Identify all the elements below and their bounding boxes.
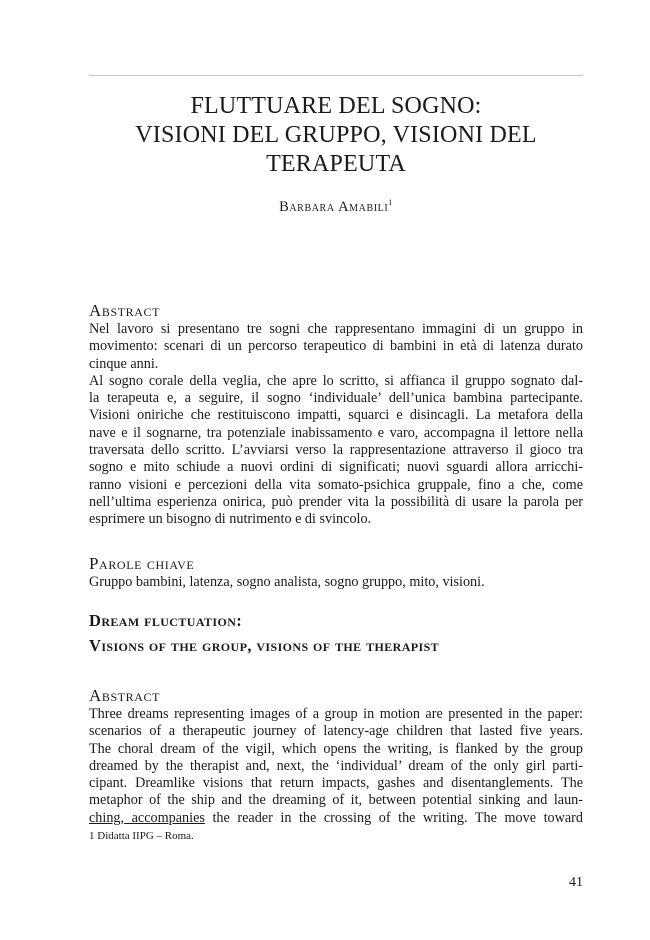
abstract-en-section — [89, 686, 583, 827]
abstract-it-line: sogno e mito schiude a nuovi ordini di significati; nuovi sguardi allora arricchi- — [89, 459, 583, 476]
author-footnote-mark: 1 — [388, 198, 393, 207]
abstract-it-body — [89, 321, 583, 529]
title-line-1: FLUTTUARE DEL SOGNO: — [190, 93, 482, 119]
abstract-it-line: la terapeuta e, a seguire, il sogno ‘individuale’ dell’unica bambina partecipante. — [89, 390, 583, 407]
abstract-en-line: scenarios of a therapeutic journey of latency-age children that lasted five years. — [89, 723, 583, 740]
abstract-it-line: movimento: scenari di un percorso terapeutico di bambini in età di latenza durato — [89, 338, 583, 355]
abstract-it-line: nave e il sognarne, tra potenziale inabissamento e varo, accompagna il lettore nella — [89, 424, 583, 441]
abstract-it-line: traversata dello scritto. L’avviarsi verso la rappresentazione attraverso il gioco tra — [89, 442, 583, 459]
keywords-it-heading: Parole chiave — [89, 554, 195, 573]
abstract-it-line: Al sogno corale della veglia, che apre lo scritto, si affianca il gruppo sognato dal- — [89, 372, 583, 389]
author-line — [89, 198, 583, 216]
abstract-en-line: The choral dream of the vigil, which opens the writing, is flanked by the group — [89, 740, 583, 757]
abstract-en-underlined-text: ching, accompanies — [89, 809, 205, 826]
abstract-en-line: cipant. Dreamlike visions that return impacts, gashes and disentanglements. The — [89, 775, 583, 792]
abstract-it-section — [89, 301, 583, 529]
abstract-it-heading: Abstract — [89, 301, 161, 320]
header-rule — [89, 75, 583, 76]
abstract-en-line: dreamed by the therapist and, next, the ‘individual’ dream of the only girl parti- — [89, 757, 583, 774]
abstract-en-line: Three dreams representing images of a group in motion are presented in the paper: — [89, 706, 583, 722]
abstract-it-line: ranno visioni e percezioni della vita somato-psichica gruppale, fino a che, come — [89, 476, 583, 493]
abstract-en-line-rest: the reader in the crossing of the writing. The move toward — [204, 809, 583, 826]
english-title-line-2: Visions of the group, visions of the therapist — [89, 636, 440, 655]
abstract-en-body — [89, 706, 583, 827]
abstract-it-line: Nel lavoro si presentano tre sogni che rappresentano immagini di un gruppo in — [89, 321, 583, 337]
keywords-it-section — [89, 554, 583, 591]
footnote: 1 Didatta IIPG – Roma. — [89, 830, 194, 842]
english-title-line-1: Dream fluctuation: — [89, 611, 243, 630]
title-line-3: TERAPEUTA — [266, 151, 406, 177]
keywords-it-text: Gruppo bambini, latenza, sogno analista, sogno gruppo, mito, visioni. — [89, 574, 485, 590]
page-number: 41 — [569, 875, 583, 890]
paper-title — [89, 92, 583, 179]
english-title — [89, 608, 583, 658]
abstract-it-line: cinque anni. — [89, 355, 159, 372]
abstract-it-line: Visioni oniriche che restituiscono impatti, squarci e disincagli. La metafora della — [89, 407, 583, 424]
abstract-it-line: nell’ultima esperienza onirica, può prender vita la possibilità di usare la parola per — [89, 493, 583, 510]
abstract-it-line: esprimere un bisogno di nutrimento e di svincolo. — [89, 511, 372, 528]
author-name: Barbara Amabili — [279, 199, 389, 215]
title-line-2: VISIONI DEL GRUPPO, VISIONI DEL — [135, 122, 537, 148]
abstract-en-line: metaphor of the ship and the dreaming of it, between potential sinking and laun- — [89, 792, 583, 809]
abstract-en-line-last — [89, 810, 583, 827]
abstract-en-heading: Abstract — [89, 686, 161, 705]
